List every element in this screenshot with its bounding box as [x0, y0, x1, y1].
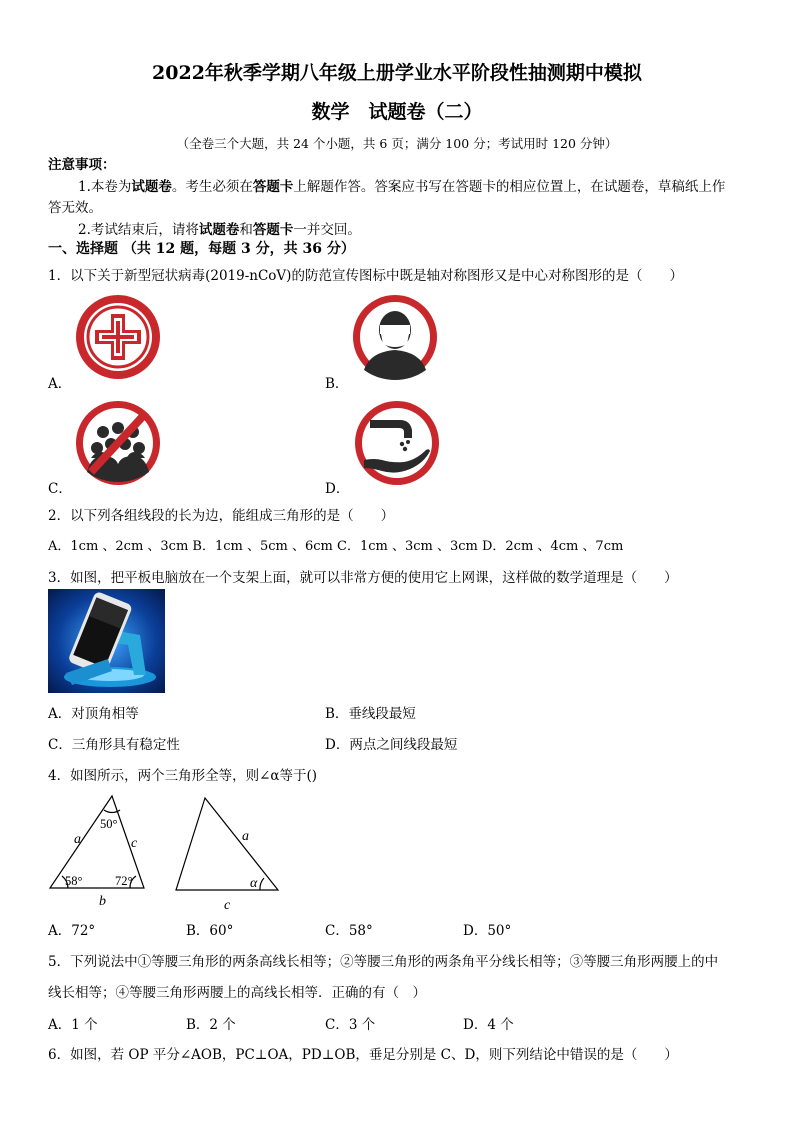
q1-option-c: C． [48, 481, 72, 497]
q6-stem: 6．如图，若 OP 平分∠AOB，PC⊥OA，PD⊥OB，垂足分别是 C、D，则下列结论中错误的是（ ） [48, 1047, 678, 1063]
q3-option-a: A．对顶角相等 [48, 706, 139, 722]
note-2: 2.考试结束后，请将试题卷和答题卡一并交回。 [78, 222, 361, 238]
q3-stem: 3．如图，把平板电脑放在一个支架上面，就可以非常方便的使用它上网课，这样做的数学道理是（ ） [48, 570, 678, 586]
t1-side-a: a [74, 832, 81, 847]
note-1-line-2: 答无效。 [48, 200, 102, 216]
q5-option-b: B．2 个 [186, 1017, 236, 1033]
q5-option-a: A．1 个 [48, 1017, 98, 1033]
q5-stem-line-1: 5．下列说法中①等腰三角形的两条高线长相等；②等腰三角形的两条角平分线长相等；③等腰三角形两腰上的中 [48, 954, 719, 970]
tablet-stand-photo [48, 589, 165, 693]
notes-heading: 注意事项： [48, 157, 116, 173]
q4-option-d: D．50° [463, 923, 512, 939]
no-crowd-icon [73, 398, 163, 488]
q3-option-c: C．三角形具有稳定性 [48, 737, 180, 753]
section-1-title: 一、选择题 （共 12 题，每题 3 分，共 36 分） [48, 241, 355, 257]
t1-top-angle: 50° [100, 817, 118, 831]
note-1-line-1: 1.本卷为试题卷。考生必须在答题卡上解题作答。答案应书写在答题卡的相应位置上，在试题卷，草稿纸上作 [78, 179, 726, 195]
q2-options: A．1cm 、2cm 、3cm B．1cm 、5cm 、6cm C．1cm 、3cm 、3cm D．2cm 、4cm 、7cm [48, 539, 624, 554]
q5-option-c: C．3 个 [325, 1017, 376, 1033]
q5-option-d: D．4 个 [463, 1017, 514, 1033]
medical-cross-icon [73, 292, 163, 382]
t2-side-c: c [224, 898, 231, 913]
q1-stem: 1．以下关于新型冠状病毒(2019-nCoV)的防范宣传图标中既是轴对称图形又是中心对称图形的是（ ） [48, 268, 683, 284]
exam-meta: （全卷三个大题，共 24 个小题，共 6 页；满分 100 分；考试用时 120 分钟） [176, 136, 618, 151]
q3-option-d: D．两点之间线段最短 [325, 737, 458, 753]
triangle-2 [176, 798, 278, 890]
q5-stem-line-2: 线长相等；④等腰三角形两腰上的高线长相等．正确的有（ ） [48, 985, 426, 1001]
q4-option-b: B．60° [186, 923, 234, 939]
hand-washing-icon [352, 398, 442, 488]
t1-side-b: b [99, 894, 106, 909]
q4-stem: 4．如图所示，两个三角形全等，则∠α等于() [48, 768, 318, 784]
q2-stem: 2．以下列各组线段的长为边，能组成三角形的是（ ） [48, 508, 395, 524]
t2-side-a: a [242, 829, 249, 844]
exam-title: 2022年秋季学期八年级上册学业水平阶段性抽测期中模拟 [152, 62, 642, 84]
q1-option-b: B． [325, 376, 349, 392]
exam-subtitle: 数学 试题卷（二） [311, 101, 483, 123]
congruent-triangles-figure [40, 790, 300, 915]
t2-alpha: α [250, 876, 258, 891]
q4-option-c: C．58° [325, 923, 373, 939]
t1-left-angle: 58° [65, 874, 83, 888]
q1-option-a: A． [48, 376, 72, 392]
masked-face-icon [350, 292, 440, 382]
q1-option-d: D． [325, 481, 350, 497]
q4-option-a: A．72° [48, 923, 96, 939]
angle-arc-alpha [260, 878, 264, 890]
q3-option-b: B．垂线段最短 [325, 706, 416, 722]
t1-right-angle: 72° [115, 874, 133, 888]
t1-side-c: c [131, 836, 138, 851]
